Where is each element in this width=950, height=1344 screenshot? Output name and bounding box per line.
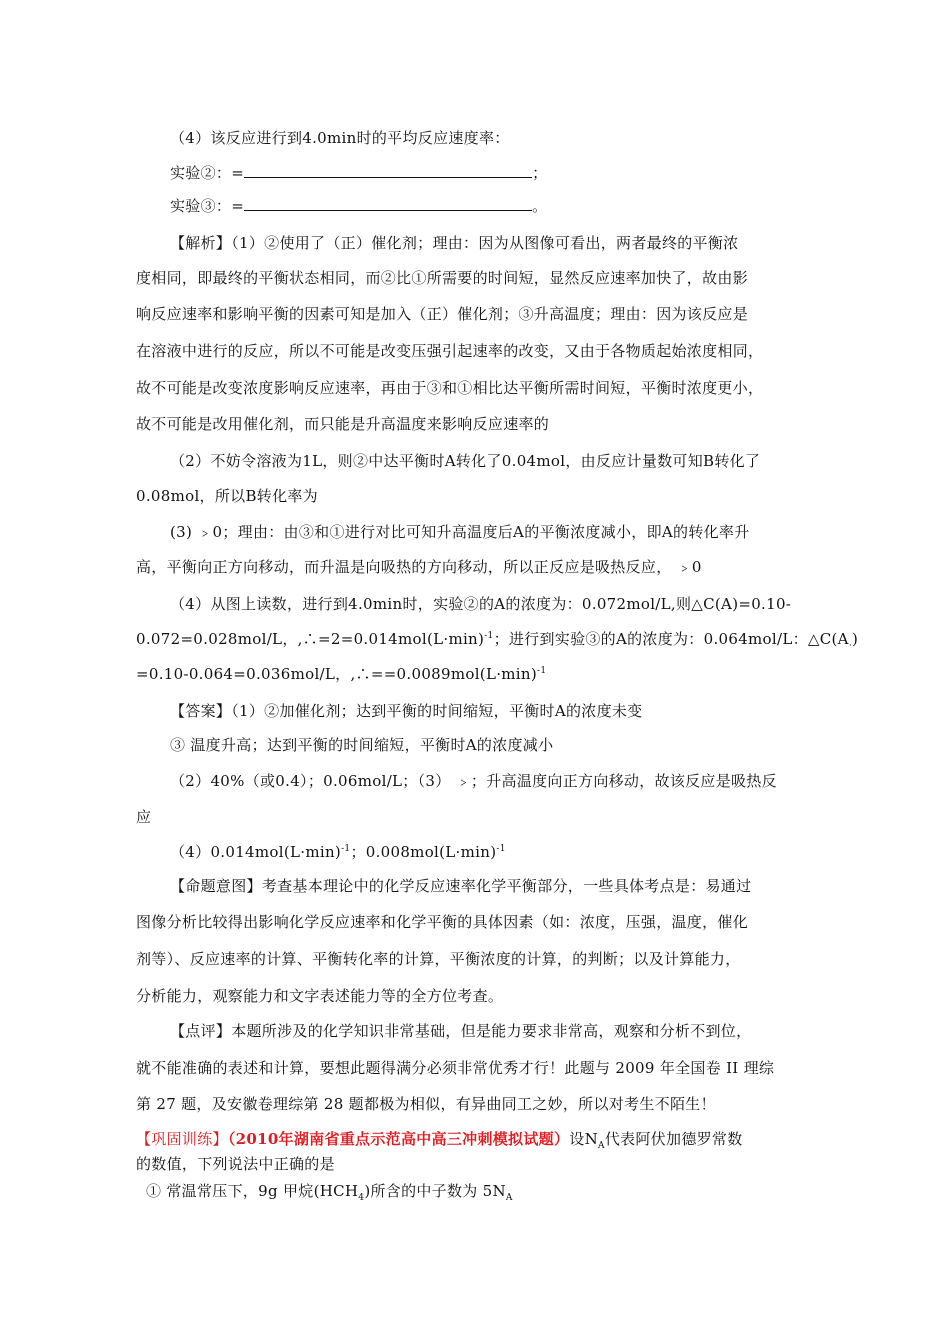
analysis-line [136, 664, 816, 684]
comment-line: 【点评】本题所涉及的化学知识非常基础，但是能力要求非常高，观察和分析不到位， [170, 1022, 752, 1040]
q4-exp2-line [170, 163, 850, 183]
comment-line: 就不能准确的表述和计算，要想此题得满分必须非常优秀才行！此题与 2009 年全国卷 II 理综 [136, 1059, 775, 1077]
practice-option-1 [146, 1181, 826, 1201]
analysis-text: 0.072=0.028mol/L，,∴=2=0.014mol(L·min) [136, 630, 485, 648]
answer-line: 【答案】（1）②加催化剂；达到平衡的时间缩短，平衡时A的浓度未变 [170, 702, 643, 720]
q4-exp3-label: 实验③：= [170, 197, 245, 215]
analysis-text: ；进行到实验③的A的浓度为：0.064mol/L：△C(A [493, 630, 849, 648]
practice-line: 的数值，下列说法中正确的是 [136, 1155, 335, 1173]
superscript: -1 [496, 844, 506, 854]
subscript: · [848, 641, 852, 651]
practice-heading-line [136, 1129, 816, 1149]
answer-line [170, 842, 850, 862]
analysis-text: =0.10-0.064=0.036mol/L，,∴==0.0089mol(L·min) [136, 665, 538, 683]
analysis-line: 在溶液中进行的反应，所以不可能是改变压强引起速率的改变，又由于各物质起始浓度相同， [136, 342, 764, 360]
q4-exp3-line [170, 196, 850, 216]
analysis-line: 故不可能是改用催化剂，而只能是升高温度来影响反应速率的 [136, 415, 550, 433]
analysis-line: (3) ﹥0；理由：由③和①进行对比可知升高温度后A的平衡浓度减小，即A的转化率升 [170, 523, 750, 541]
superscript: -1 [484, 631, 494, 641]
intent-line: 图像分析比较得出影响化学反应速率和化学平衡的具体因素（如：浓度，压强，温度，催化 [136, 913, 749, 931]
analysis-line: 度相同，即最终的平衡状态相同，而②比①所需要的时间短，显然反应速率加快了，故由影 [136, 269, 749, 287]
practice-tag: 【巩固训练】 [136, 1130, 228, 1148]
answer-text: ；0.008mol(L·min) [350, 843, 497, 861]
answer-blank[interactable] [244, 163, 532, 178]
analysis-line [136, 629, 859, 651]
answer-line: ③ 温度升高；达到平衡的时间缩短，平衡时A的浓度减小 [170, 736, 554, 754]
intent-line: 分析能力，观察能力和文字表述能力等的全方位考查。 [136, 987, 504, 1005]
analysis-line: 高，平衡向正方向移动，而升温是向吸热的方向移动，所以正反应是吸热反应， ﹥0 [136, 558, 702, 576]
option-text: ① 常温常压下，9g 甲烷(HCH [146, 1182, 359, 1200]
q4-title: （4）该反应进行到4.0min时的平均反应速度率： [170, 129, 510, 147]
practice-question: 代表阿伏加德罗常数 [604, 1130, 743, 1148]
superscript: -1 [341, 844, 351, 854]
q4-exp2-end: ； [532, 164, 548, 182]
comment-line: 第 27 题，及安徽卷理综第 28 题都极为相似，有异曲同工之妙，所以对考生不陌生！ [136, 1095, 716, 1113]
analysis-text: ) [851, 630, 859, 648]
answer-text: （4）0.014mol(L·min) [170, 843, 342, 861]
subscript: 4 [358, 1193, 365, 1203]
intent-line: 剂等）、反应速率的计算、平衡转化率的计算，平衡浓度的计算，的判断；以及计算能力， [136, 950, 741, 968]
subscript: A [505, 1193, 513, 1203]
analysis-line: （4）从图上读数，进行到4.0min时，实验②的A的浓度为：0.072mol/L,则△C(A)=0.10- [170, 595, 792, 613]
analysis-line: 故不可能是改变浓度影响反应速率，再由于③和①相比达平衡所需时间短，平衡时浓度更小， [136, 379, 764, 397]
practice-source: （2010年湖南省重点示范高中高三冲刺模拟试题） [227, 1130, 570, 1148]
intent-line: 【命题意图】考查基本理论中的化学反应速率化学平衡部分，一些具体考点是：易通过 [170, 877, 752, 895]
answer-line: （2）40%（或0.4）；0.06mol/L；（3） ﹥；升高温度向正方向移动，故该反应是吸热反 [170, 772, 777, 790]
analysis-line: （2）不妨令溶液为1L，则②中达平衡时A转化了0.04mol，由反应计量数可知B转化了 [170, 452, 761, 470]
answer-blank[interactable] [244, 196, 532, 211]
answer-line: 应 [136, 808, 152, 826]
q4-exp2-label: 实验②：= [170, 164, 245, 182]
superscript: -1 [537, 666, 547, 676]
option-text: )所含的中子数为 5N [364, 1182, 506, 1200]
analysis-line: 【解析】（1）②使用了（正）催化剂；理由：因为从图像可看出，两者最终的平衡浓 [170, 234, 739, 252]
practice-question: 设N [569, 1130, 598, 1148]
analysis-line: 0.08mol，所以B转化率为 [136, 487, 318, 505]
subscript: A [598, 1141, 605, 1151]
analysis-line: 响反应速率和影响平衡的因素可知是加入（正）催化剂；③升高温度；理由：因为该反应是 [136, 305, 749, 323]
q4-exp3-end: 。 [532, 197, 548, 215]
